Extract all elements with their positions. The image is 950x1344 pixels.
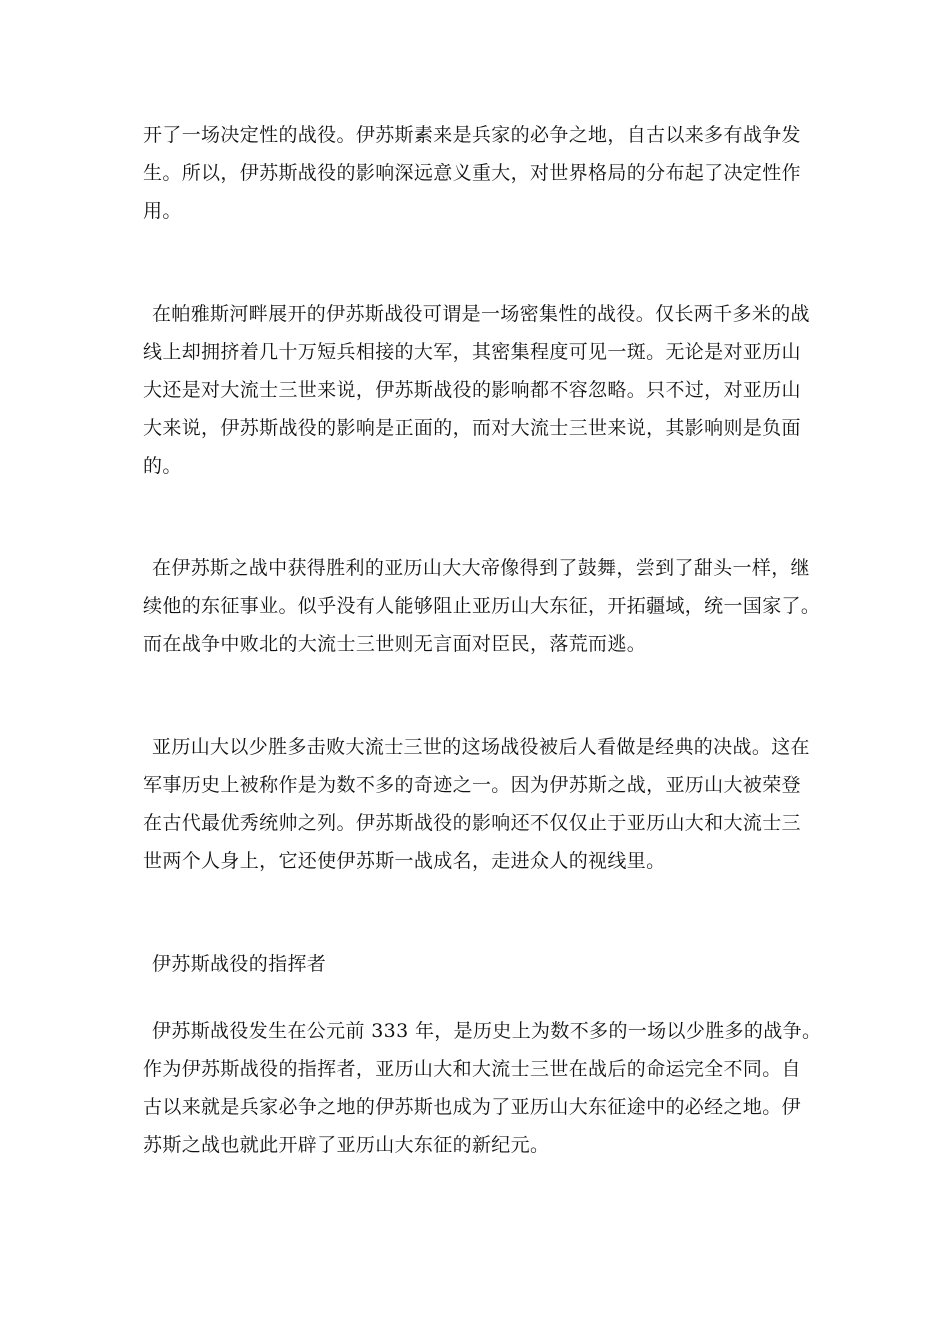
paragraph-line: 生。所以，伊苏斯战役的影响深远意义重大，对世界格局的分布起了决定性作 <box>143 162 801 184</box>
section-heading-text: 伊苏斯战役的指挥者 <box>152 953 327 975</box>
paragraph-line: 大还是对大流士三世来说，伊苏斯战役的影响都不容忽略。只不过，对亚历山 <box>143 379 801 401</box>
paragraph-line: 在伊苏斯之战中获得胜利的亚历山大大帝像得到了鼓舞，尝到了甜头一样，继 <box>152 557 810 579</box>
paragraph-line: 古以来就是兵家必争之地的伊苏斯也成为了亚历山大东征途中的必经之地。伊 <box>143 1096 801 1118</box>
paragraph-line: 世两个人身上，它还使伊苏斯一战成名，走进众人的视线里。 <box>143 850 666 872</box>
paragraph-line: 在帕雅斯河畔展开的伊苏斯战役可谓是一场密集性的战役。仅长两千多米的战 <box>152 303 810 325</box>
paragraph-line: 线上却拥挤着几十万短兵相接的大军，其密集程度可见一斑。无论是对亚历山 <box>143 341 801 363</box>
paragraph-line: 续他的东征事业。似乎没有人能够阻止亚历山大东征，开拓疆域，统一国家了。 <box>143 595 821 617</box>
paragraph-line: 开了一场决定性的战役。伊苏斯素来是兵家的必争之地，自古以来多有战争发 <box>143 124 801 146</box>
paragraph-line: 而在战争中败北的大流士三世则无言面对臣民，落荒而逃。 <box>143 633 647 655</box>
paragraph-line: 大来说，伊苏斯战役的影响是正面的，而对大流士三世来说，其影响则是负面 <box>143 417 801 439</box>
paragraph-line: 军事历史上被称作是为数不多的奇迹之一。因为伊苏斯之战，亚历山大被荣登 <box>143 774 801 796</box>
paragraph-line: 的。 <box>143 455 182 477</box>
paragraph-line: 在古代最优秀统帅之列。伊苏斯战役的影响还不仅仅止于亚历山大和大流士三 <box>143 812 801 834</box>
paragraph-line: 伊苏斯战役发生在公元前 333 年，是历史上为数不多的一场以少胜多的战争。 <box>152 1020 822 1042</box>
paragraph-line: 亚历山大以少胜多击败大流士三世的这场战役被后人看做是经典的决战。这在 <box>152 736 810 758</box>
paragraph-line: 作为伊苏斯战役的指挥者，亚历山大和大流士三世在战后的命运完全不同。自 <box>143 1058 801 1080</box>
paragraph-line: 用。 <box>143 200 182 222</box>
paragraph-line: 苏斯之战也就此开辟了亚历山大东征的新纪元。 <box>143 1134 550 1156</box>
